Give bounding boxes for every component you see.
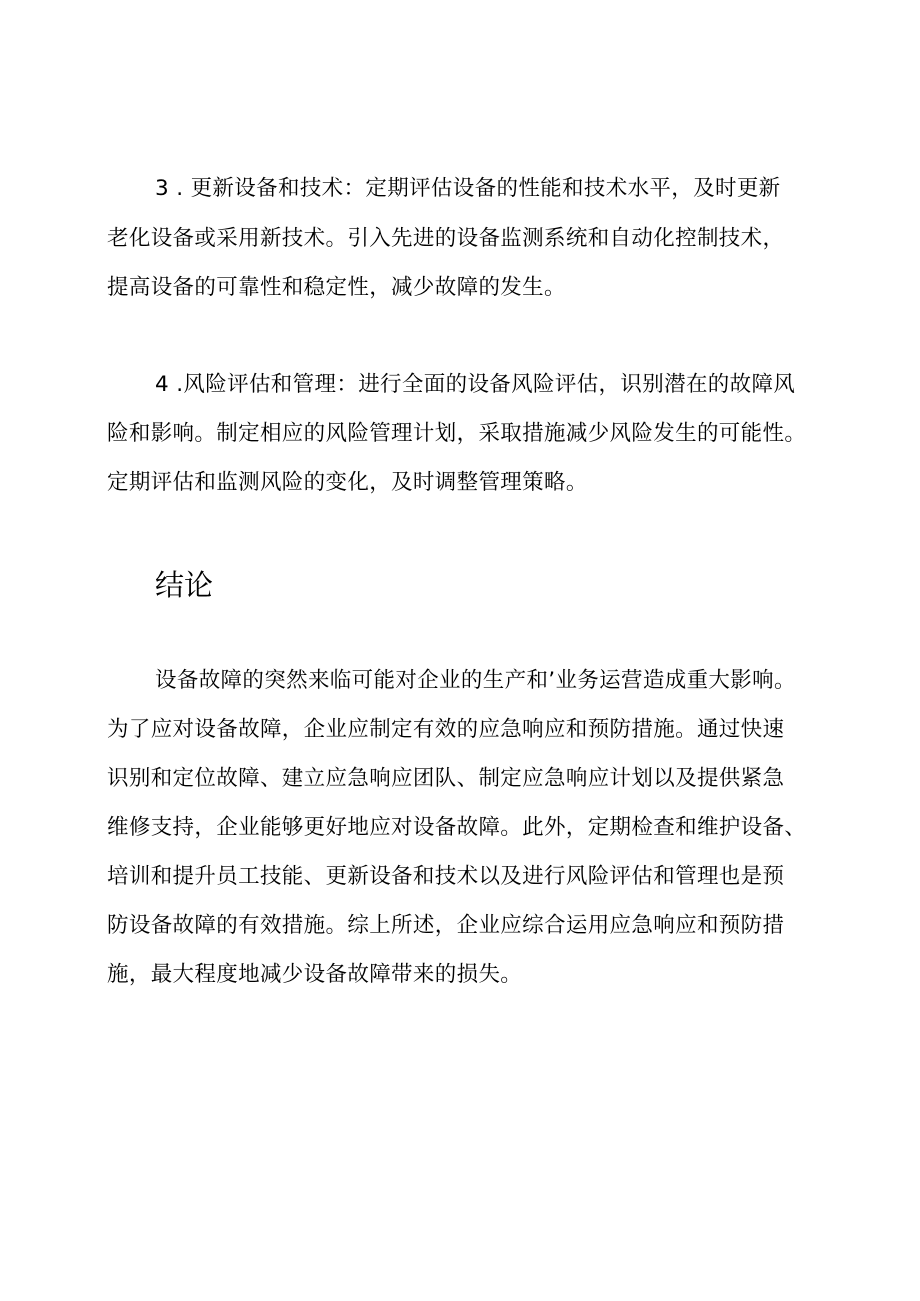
paragraph-line: 为了应对设备故障，企业应制定有效的应急响应和预防措施。通过快速: [107, 717, 785, 742]
paragraph-line: 提高设备的可靠性和稳定性，减少故障的发生。: [107, 275, 566, 300]
section-heading-conclusion: 结论: [155, 568, 214, 602]
paragraph-line: 防设备故障的有效措施。综上所述，企业应综合运用应急响应和预防措: [107, 913, 785, 938]
paragraph-line: 施，最大程度地减少设备故障带来的损失。: [107, 962, 523, 987]
paragraph-line: 3 . 更新设备和技术：定期评估设备的性能和技术水平，及时更新: [155, 176, 781, 201]
paragraph-line: 4 .风险评估和管理：进行全面的设备风险评估，识别潜在的故障风: [155, 372, 796, 397]
paragraph-line: 险和影响。制定相应的风险管理计划，采取措施减少风险发生的可能性。: [107, 421, 807, 446]
paragraph-line: 维修支持，企业能够更好地应对设备故障。此外，定期检查和维护设备、: [107, 815, 807, 840]
paragraph-line: 识别和定位故障、建立应急响应团队、制定应急响应计划以及提供紧急: [107, 766, 785, 791]
paragraph-line: 定期评估和监测风险的变化，及时调整管理策略。: [107, 470, 588, 495]
paragraph-line: 老化设备或采用新技术。引入先进的设备监测系统和自动化控制技术，: [107, 226, 785, 251]
paragraph-line: 设备故障的突然来临可能对企业的生产和’业务运营造成重大影响。: [155, 668, 796, 693]
paragraph-line: 培训和提升员工技能、更新设备和技术以及进行风险评估和管理也是预: [107, 864, 785, 889]
